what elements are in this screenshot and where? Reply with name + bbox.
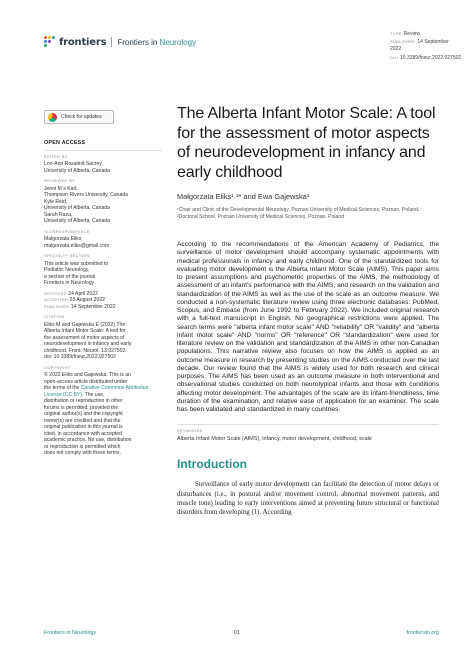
article-authors: Małgorzata Eliks¹˒²* and Ewa Gajewska¹ [177,192,310,201]
page-footer [44,630,439,636]
brand-name: frontiers [59,36,107,48]
article-sidebar [44,110,162,461]
frontiers-logo-icon [44,36,56,48]
sidebar-divider [44,150,162,151]
correspondence: *CORRESPONDENCE Małgorzata Eliks malgorzata.eliks@gmail.com [44,229,162,250]
edited-by: EDITED BY Lori-Ann Rosalind Sacrey, University of Alberta, Canada [44,153,110,174]
cc-by-license-link[interactable]: Creative Commons Attribution License (CC BY) [44,385,149,398]
article-main [177,104,439,517]
author-affiliations: ¹Chair and Clinic of the Developmental Neurology, Poznan University of Medical Sciences, Poznan, Poland, ²Doctoral School, Poznan University of Medical Sciences, Poznan, Poland [177,207,420,220]
keywords-label: KEYWORDS [177,428,203,434]
crossmark-icon [48,113,57,122]
specialty-section: SPECIALTY SECTION This article was submitted to Pediatric Neurology, a section of the journal Frontiers in Neurology [44,253,109,286]
correspondence-email[interactable]: malgorzata.eliks@gmail.com [44,242,110,249]
doi: 10.3389/fneur.2022.927502 [400,54,462,61]
page-header [44,30,462,61]
journal-name: Frontiers in Neurology [117,37,197,47]
reviewed-by: REVIEWED BY Jenni M s Karl, Thompson Rivers University, Canada Kyle Reid, University of Alberta, Canada Sarah Raza, University of Alberta, Canada [44,178,128,224]
page-number: 01 [234,630,240,636]
open-access-label: OPEN ACCESS [44,140,86,146]
footer-journal-link[interactable]: Frontiers in Neurology [44,630,97,636]
published-date: 14 September 2022 [390,39,449,53]
article-title: The Alberta Infant Motor Scale: A tool for the assessment of motor aspects of neurodevelopment in infancy and early childhood [177,105,436,181]
logo-divider [111,37,112,47]
frontiers-logo[interactable] [44,36,196,48]
section-heading-introduction: Introduction [177,457,247,472]
citation: CITATION Eliks M and Gajewska E (2022) The Alberta Infant Motor Scale: A tool for the assessment of motor aspects of neurodevelopment in infancy and early childhood. Front. Neurol. 13:927502. doi: 10.3389/fneur.2022.927502 [44,314,132,360]
abstract: According to the recommendations of the American Academy of Pediatrics, the surveillance of motor development should accompany systematic appointments with medical professionals in infancy and early childhood. One of the standardized tools for evaluating motor development is the Alberta Infant Motor Scale (AIMS). This paper aims to present assumptions and psychometric properties of the AIMS, the methodology of assessment of an infant's performance with the AIMS, and research on the validation and standardization of the AIMS as well as the use of the scale as an outcome measure. We conducted a non-systematic literature review using three electronic databases: PubMed, Scopus, and Embase (from June 1992 to February 2022). We included original research with a full-text manuscript in English. No geographical restrictions were applied. The search terms were "alberta infant motor scale" AND "reliability" OR "validity" and "alberta infant motor scale" AND "norms" OR "reference" OR "standardization" were used for literature review on the validation and standardization of the AIMS in other non-Canadian populations. This narrative review also focuses on how the AIMS is applied as an outcome measure in research by presenting studies on the AIMS conducted over the last decade. Our review found that the AIMS is widely used for both research and clinical purposes. The AIMS has been used as an outcome measure in both interventional and observational studies conducted on both neurotypical infants and those with conditions affecting motor development. The advantages of the scale are its infant-friendliness, time duration of the examination, and relative ease of application for an examiner. The scale has been validated and standardized in many countries. [177,241,439,414]
copyright: COPYRIGHT © 2022 Eliks and Gajewska. This is an open-access article distributed under the terms of the Creative Commons Attribution License (CC BY). The use, distribution or reproduction in other forums is permitted, provided the original author(s) and the copyright owner(s) are credited and that the original publication in this journal is cited, in accordance with accepted academic practice. No use, distribution or reproduction is permitted which does not comply with these terms. [44,364,149,456]
check-updates-button[interactable]: Check for updates [44,110,114,124]
article-meta: TYPE Review PUBLISHED 14 September 2022 DOI 10.3389/fneur.2022.927502 [390,31,462,61]
keywords: Alberta Infant Motor Scale (AIMS), infancy, motor development, childhood, scale [177,436,372,443]
introduction-paragraph: Surveillance of early motor development can facilitate the detection of motor delays or disturbances (i.e., in postural and/or movement control, abnormal movement patterns, and muscle tone) leading to early interventions aimed at preventing future structural or functional disorders from developing (1). According [177,481,439,516]
article-type: Review [403,31,421,37]
received-date: RECEIVED 24 April 2022 ACCEPTED 23 August 2022 PUBLISHED 14 September 2022 [44,290,116,310]
keywords-divider [177,424,439,425]
footer-site-link[interactable]: frontiersin.org [406,630,439,636]
